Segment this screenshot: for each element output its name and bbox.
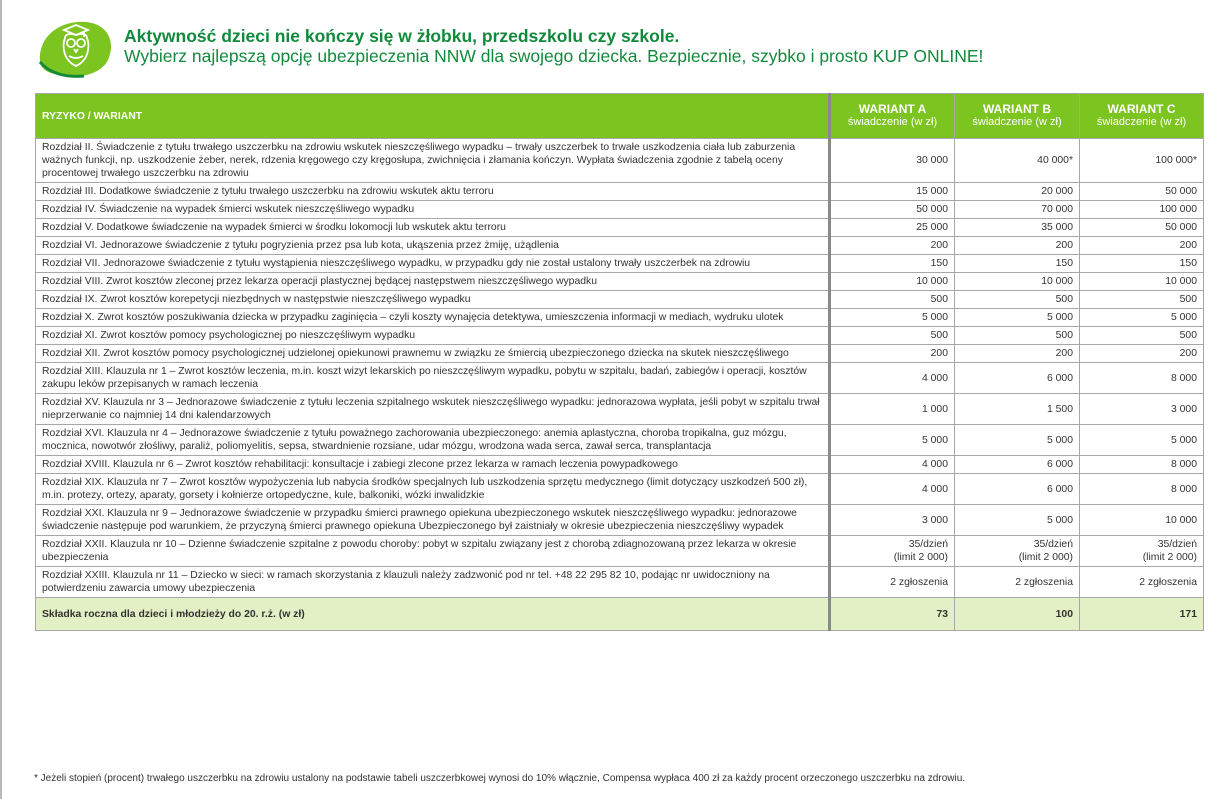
premium-variant-b: 100 bbox=[955, 598, 1080, 631]
variant-c-value: 50 000 bbox=[1080, 183, 1204, 201]
table-row bbox=[36, 425, 1204, 456]
variant-a-value: 15 000 bbox=[830, 183, 955, 201]
variant-b-value: 200 bbox=[955, 345, 1080, 363]
variant-a-unit: świadczenie (w zł) bbox=[847, 116, 938, 128]
variant-c-value: 5 000 bbox=[1080, 309, 1204, 327]
page-header bbox=[34, 16, 1204, 82]
variant-a-value: 50 000 bbox=[830, 201, 955, 219]
risk-label: Rozdział II. Świadczenie z tytułu trwałego uszczerbku na zdrowiu wskutek nieszczęśliwego wypadku – trwały uszczerbek to trwałe uszkodzenia ciała lub zaburzenia ważnych funkcji, np. uszkodzenie żeber, nerek, rdzenia kręgowego czy kręgosłupa, zwichnięcia i złamania kończyn. Wypłata świadczenia zgodnie z tabelą oceny procentowej trwałego uszczerbku na zdrowiu bbox=[36, 139, 830, 183]
variant-a-value: 5 000 bbox=[830, 309, 955, 327]
risk-column-header: RYZYKO / WARIANT bbox=[36, 94, 830, 139]
insurance-variants-table bbox=[35, 93, 1204, 631]
risk-label: Rozdział XIX. Klauzula nr 7 – Zwrot kosztów wypożyczenia lub nabycia środków specjalnych lub uszkodzenia sprzętu medycznego (limit dotyczący uszkodzeń 500 zł), m.in. protezy, ortezy, aparaty, gorsety i kołnierze ortopedyczne, kule, balkoniki, wózki inwalidzkie bbox=[36, 474, 830, 505]
table-row bbox=[36, 327, 1204, 345]
table-row bbox=[36, 394, 1204, 425]
variant-c-unit: świadczenie (w zł) bbox=[1096, 116, 1187, 128]
variant-c-value: 100 000* bbox=[1080, 139, 1204, 183]
variant-a-value: 4 000 bbox=[830, 456, 955, 474]
variant-c-value: 500 bbox=[1080, 327, 1204, 345]
table-body bbox=[36, 139, 1204, 631]
variant-a-value: 500 bbox=[830, 327, 955, 345]
variant-a-value: 35/dzień (limit 2 000) bbox=[830, 536, 955, 567]
page-subheadline: Wybierz najlepszą opcję ubezpieczenia NNW dla swojego dziecka. Bezpiecznie, szybko i prosto KUP ONLINE! bbox=[124, 46, 984, 66]
table-row bbox=[36, 345, 1204, 363]
table-row bbox=[36, 219, 1204, 237]
variant-a-value: 4 000 bbox=[830, 474, 955, 505]
variant-a-value: 150 bbox=[830, 255, 955, 273]
variant-a-value: 2 zgłoszenia bbox=[830, 567, 955, 598]
table-row bbox=[36, 237, 1204, 255]
risk-label: Rozdział XIII. Klauzula nr 1 – Zwrot kosztów leczenia, m.in. koszt wizyt lekarskich po nieszczęśliwym wypadku, pobytu w szpitalu, badań, zabiegów i operacji, kosztów zakupu leków przepisanych w ramach leczenia bbox=[36, 363, 830, 394]
risk-label: Rozdział XI. Zwrot kosztów pomocy psychologicznej po nieszczęśliwym wypadku bbox=[36, 327, 830, 345]
risk-label: Rozdział VI. Jednorazowe świadczenie z tytułu pogryzienia przez psa lub kota, ukąszenia przez żmiję, użądlenia bbox=[36, 237, 830, 255]
table-row bbox=[36, 363, 1204, 394]
risk-label: Rozdział X. Zwrot kosztów poszukiwania dziecka w przypadku zaginięcia – czyli koszty wynajęcia detektywa, umieszczenia informacji w mediach, wydruku ulotek bbox=[36, 309, 830, 327]
risk-label: Rozdział VII. Jednorazowe świadczenie z tytułu wystąpienia nieszczęśliwego wypadku, w przypadku gdy nie został ustalony trwały uszczerbek na zdrowiu bbox=[36, 255, 830, 273]
variant-b-value: 35/dzień (limit 2 000) bbox=[955, 536, 1080, 567]
risk-label: Rozdział III. Dodatkowe świadczenie z tytułu trwałego uszczerbku na zdrowiu wskutek aktu terroru bbox=[36, 183, 830, 201]
variant-b-value: 1 500 bbox=[955, 394, 1080, 425]
table-row bbox=[36, 567, 1204, 598]
table-row bbox=[36, 456, 1204, 474]
table-row bbox=[36, 291, 1204, 309]
table-row bbox=[36, 505, 1204, 536]
risk-label: Rozdział XVI. Klauzula nr 4 – Jednorazowe świadczenie z tytułu poważnego zachorowania ubezpieczonego: anemia aplastyczna, choroba tropikalna, guz mózgu, mocznica, nowotwór złośliwy, paraliż, poliomyelitis, sepsa, stwardnienie rozsiane, udar mózgu, wrodzona wada serca, zawał serca, transplantacja bbox=[36, 425, 830, 456]
page-headline: Aktywność dzieci nie kończy się w żłobku, przedszkolu czy szkole. bbox=[124, 26, 680, 46]
variant-a-value: 500 bbox=[830, 291, 955, 309]
variant-b-value: 5 000 bbox=[955, 505, 1080, 536]
table-row bbox=[36, 139, 1204, 183]
variant-a-value: 4 000 bbox=[830, 363, 955, 394]
variant-a-value: 1 000 bbox=[830, 394, 955, 425]
variant-c-value: 500 bbox=[1080, 291, 1204, 309]
variant-a-value: 5 000 bbox=[830, 425, 955, 456]
premium-variant-c: 171 bbox=[1080, 598, 1204, 631]
variant-a-header bbox=[830, 94, 955, 139]
risk-label: Rozdział XVIII. Klauzula nr 6 – Zwrot kosztów rehabilitacji: konsultacje i zabiegi zlecone przez lekarza w ramach leczenia powypadkowego bbox=[36, 456, 830, 474]
variant-c-value: 8 000 bbox=[1080, 363, 1204, 394]
variant-c-value: 8 000 bbox=[1080, 456, 1204, 474]
risk-label: Rozdział XII. Zwrot kosztów pomocy psychologicznej udzielonej opiekunowi prawnemu w związku ze śmiercią ubezpieczonego dziecka na skutek nieszczęśliwego bbox=[36, 345, 830, 363]
variant-b-value: 500 bbox=[955, 291, 1080, 309]
variant-a-value: 30 000 bbox=[830, 139, 955, 183]
variant-b-value: 150 bbox=[955, 255, 1080, 273]
table-row bbox=[36, 273, 1204, 291]
variant-c-value: 100 000 bbox=[1080, 201, 1204, 219]
variant-b-value: 5 000 bbox=[955, 309, 1080, 327]
variant-a-value: 10 000 bbox=[830, 273, 955, 291]
variant-b-value: 2 zgłoszenia bbox=[955, 567, 1080, 598]
risk-label: Rozdział V. Dodatkowe świadczenie na wypadek śmierci w środku lokomocji lub wskutek aktu terroru bbox=[36, 219, 830, 237]
page-left-border bbox=[0, 0, 2, 799]
variant-c-value: 35/dzień (limit 2 000) bbox=[1080, 536, 1204, 567]
owl-logo-icon bbox=[34, 16, 114, 80]
variant-a-value: 200 bbox=[830, 237, 955, 255]
variant-b-value: 6 000 bbox=[955, 474, 1080, 505]
premium-total-row bbox=[36, 598, 1204, 631]
variant-c-value: 50 000 bbox=[1080, 219, 1204, 237]
variant-c-value: 2 zgłoszenia bbox=[1080, 567, 1204, 598]
risk-label: Rozdział XXII. Klauzula nr 10 – Dzienne świadczenie szpitalne z powodu choroby: pobyt w szpitalu związany jest z chorobą zdiagnozowaną przez lekarza w okresie ubezpieczenia bbox=[36, 536, 830, 567]
table-header-row bbox=[36, 94, 1204, 139]
variant-b-value: 10 000 bbox=[955, 273, 1080, 291]
variant-c-header bbox=[1080, 94, 1204, 139]
variant-c-value: 10 000 bbox=[1080, 273, 1204, 291]
variant-a-value: 25 000 bbox=[830, 219, 955, 237]
risk-label: Rozdział IV. Świadczenie na wypadek śmierci wskutek nieszczęśliwego wypadku bbox=[36, 201, 830, 219]
variant-b-name: WARIANT B bbox=[983, 102, 1051, 116]
variant-b-value: 6 000 bbox=[955, 363, 1080, 394]
premium-label: Składka roczna dla dzieci i młodzieży do 20. r.ż. (w zł) bbox=[36, 598, 830, 631]
variant-b-value: 40 000* bbox=[955, 139, 1080, 183]
variant-c-name: WARIANT C bbox=[1107, 102, 1176, 116]
risk-label: Rozdział XXIII. Klauzula nr 11 – Dziecko w sieci: w ramach skorzystania z klauzuli należy zadzwonić pod nr tel. +48 22 295 82 10, podając nr uwidoczniony na potwierdzeniu zawarcia umowy ubezpieczenia bbox=[36, 567, 830, 598]
table-row bbox=[36, 183, 1204, 201]
variant-c-value: 8 000 bbox=[1080, 474, 1204, 505]
variant-c-value: 200 bbox=[1080, 345, 1204, 363]
variant-a-value: 200 bbox=[830, 345, 955, 363]
variant-b-unit: świadczenie (w zł) bbox=[972, 116, 1062, 128]
variant-c-value: 150 bbox=[1080, 255, 1204, 273]
risk-label: Rozdział VIII. Zwrot kosztów zleconej przez lekarza operacji plastycznej będącej następstwem nieszczęśliwego wypadku bbox=[36, 273, 830, 291]
variant-b-value: 35 000 bbox=[955, 219, 1080, 237]
premium-variant-a: 73 bbox=[830, 598, 955, 631]
risk-label: Rozdział XXI. Klauzula nr 9 – Jednorazowe świadczenie w przypadku śmierci prawnego opiekuna ubezpieczonego wskutek nieszczęśliwego wypadku: jednorazowe świadczenie następuje pod warunkiem, że przyczyną śmierci prawnego opiekuna Ubezpieczonego był zaistniały w okresie ubezpieczenia nieszczęśliwy wypadek bbox=[36, 505, 830, 536]
variant-c-value: 5 000 bbox=[1080, 425, 1204, 456]
variant-b-value: 200 bbox=[955, 237, 1080, 255]
table-row bbox=[36, 255, 1204, 273]
variant-c-value: 200 bbox=[1080, 237, 1204, 255]
variant-a-value: 3 000 bbox=[830, 505, 955, 536]
variant-b-value: 500 bbox=[955, 327, 1080, 345]
footnote: * Jeżeli stopień (procent) trwałego uszczerbku na zdrowiu ustalony na podstawie tabeli uszczerbkowej wynosi do 10% włącznie, Compensa wypłaca 400 zł za każdy procent orzeczonego uszczerbku na zdrowiu. bbox=[34, 773, 966, 784]
risk-label: Rozdział IX. Zwrot kosztów korepetycji niezbędnych w następstwie nieszczęśliwego wypadku bbox=[36, 291, 830, 309]
risk-label: Rozdział XV. Klauzula nr 3 – Jednorazowe świadczenie z tytułu leczenia szpitalnego wskutek nieszczęśliwego wypadku: jednorazowa wypłata, jeśli pobyt w szpitalu trwał nieprzerwanie co najmniej 14 dni kalendarzowych bbox=[36, 394, 830, 425]
table-row bbox=[36, 536, 1204, 567]
variant-c-value: 10 000 bbox=[1080, 505, 1204, 536]
variant-c-value: 3 000 bbox=[1080, 394, 1204, 425]
variant-b-value: 70 000 bbox=[955, 201, 1080, 219]
variant-b-value: 20 000 bbox=[955, 183, 1080, 201]
variant-b-value: 6 000 bbox=[955, 456, 1080, 474]
variant-b-value: 5 000 bbox=[955, 425, 1080, 456]
variant-a-name: WARIANT A bbox=[858, 102, 927, 116]
table-row bbox=[36, 309, 1204, 327]
variant-b-header bbox=[955, 94, 1080, 139]
table-row bbox=[36, 474, 1204, 505]
table-row bbox=[36, 201, 1204, 219]
